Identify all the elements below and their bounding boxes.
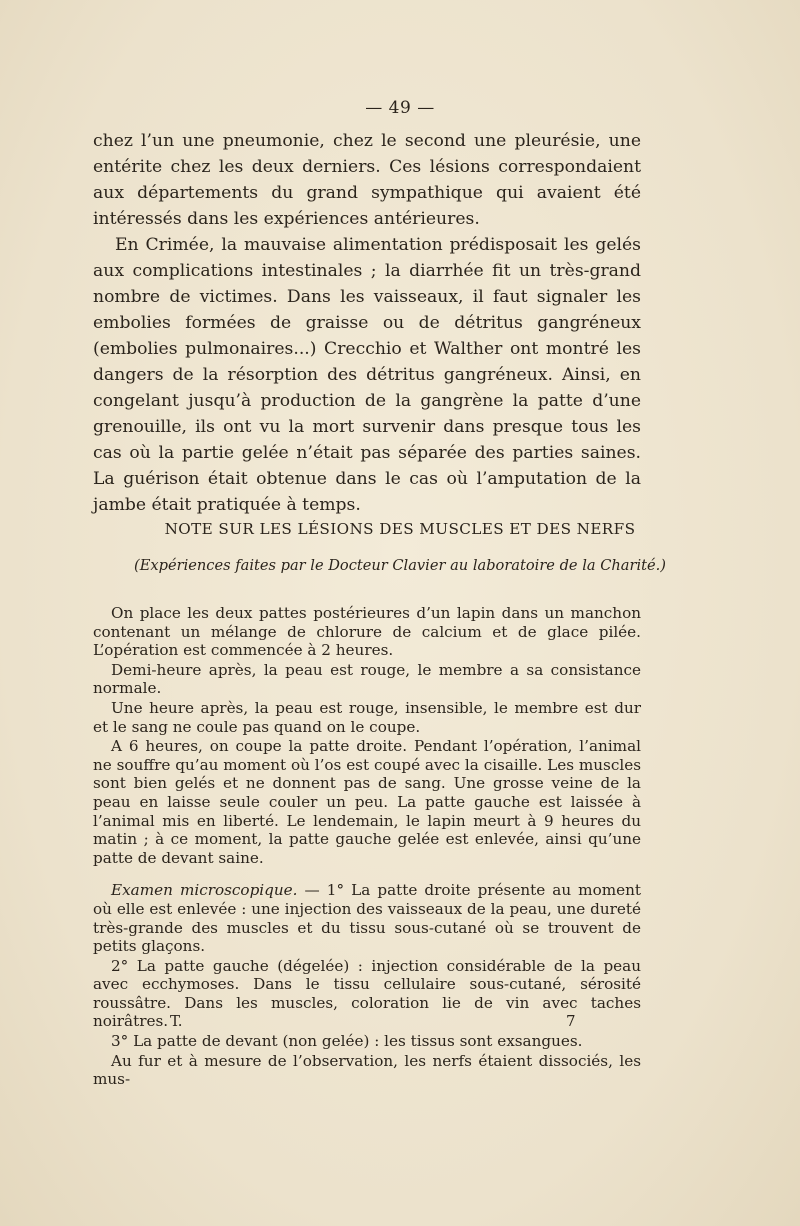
signature-number: 7 [566, 1012, 576, 1030]
page-number: — 49 — [365, 98, 435, 118]
paragraph: chez l’un une pneumonie, chez le second une pleurésie, une entérite chez les deux derniers. Ces lésions correspondaient aux départements du grand sympathique qui avaient été intéressés dans les expériences antérieures. [93, 131, 641, 229]
exam-text: — 1° La patte droite présente au moment où elle est enlevée : une injection des vaisseaux de la peau, une dureté très-grande des muscles et du tissu sous-cutané où se trouvent de petits glaçons. [93, 881, 641, 956]
paragraph: En Crimée, la mauvaise alimentation prédisposait les gelés aux complications intestinales ; la diarrhée fit un très-grand nombre de victimes. Dans les vaisseaux, il faut signaler les embolies formées de graisse ou de détritus gangréneux (embolies pulmonaires...) Crecchio et Walther ont montré les dangers de la résorption des détritus gangréneux. Ainsi, en congelant jusqu’à production de la gangrène la patte d’une grenouille, ils ont vu la mort survenir dans presque tous les cas où la partie gelée n’était pas séparée des parties saines. La guérison était obtenue dans le cas où l’amputation de la jambe était pratiquée à temps. [93, 235, 641, 515]
exam-paragraph [93, 881, 641, 955]
body-text-section [93, 128, 641, 518]
note-title: NOTE SUR LES LÉSIONS DES MUSCLES ET DES NERFS [164, 520, 636, 538]
paragraph: Une heure après, la peau est rouge, insensible, le membre est dur et le sang ne coule pas quand on le coupe. [93, 698, 641, 736]
signature-mark: T. [170, 1012, 183, 1030]
paragraph: Demi-heure après, la peau est rouge, le membre a sa consistance normale. [93, 660, 641, 698]
exam-label: Examen microscopique. [111, 881, 298, 900]
note-subtitle: (Expériences faites par le Docteur Clavier au laboratoire de la Charité.) [134, 557, 666, 574]
paragraph: 2° La patte gauche (dégelée) : injection considérable de la peau avec ecchymoses. Dans le tissu cellulaire sous-cutané, sérosité roussâtre. Dans les muscles, coloration lie de vin avec taches noirâtres. [93, 956, 641, 1031]
paragraph: On place les deux pattes postérieures d’un lapin dans un manchon contenant un mélange de chlorure de calcium et de glace pilée. L’opération est commencée à 2 heures. [93, 604, 641, 660]
paragraph: Au fur et à mesure de l’observation, les nerfs étaient dissociés, les mus- [93, 1051, 641, 1089]
paragraph: 3° La patte de devant (non gelée) : les tissus sont exsangues. [111, 1032, 583, 1051]
paragraph: A 6 heures, on coupe la patte droite. Pendant l’opération, l’animal ne souffre qu’au moment où l’os est coupé avec la cisaille. Les muscles sont bien gelés et ne donnent pas de sang. Une grosse veine de la peau en laisse seule couler un peu. La patte gauche est laissée à l’animal mis en liberté. Le lendemain, le lapin meurt à 9 heures du matin ; à ce moment, la patte gauche gelée est enlevée, ainsi qu’une patte de devant saine. [93, 737, 641, 867]
